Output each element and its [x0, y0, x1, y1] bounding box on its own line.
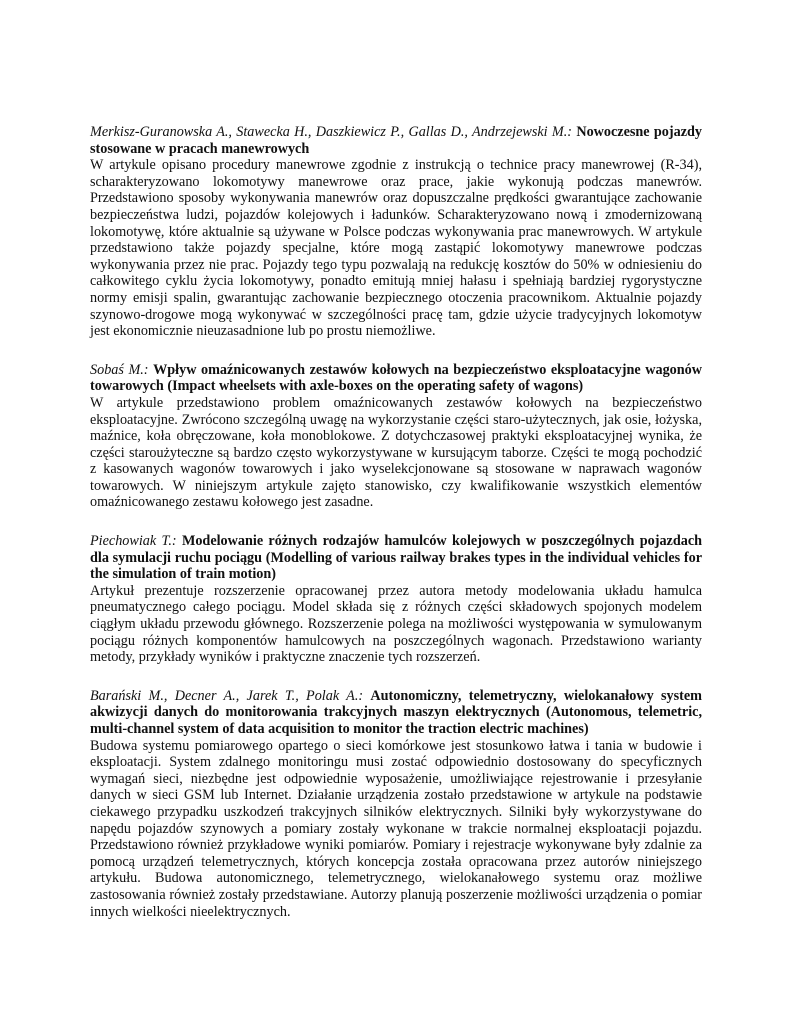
entry-title: Modelowanie różnych rodzajów hamulców kolejowych w poszczególnych pojazdach dla symulacji ruchu pociągu (Modelling of various railway brakes types in the individual vehicles for the simulation of train motion)	[90, 533, 703, 583]
entry-authors: Sobaś M.:	[90, 361, 149, 378]
entry-abstract: W artykule przedstawiono problem omaźnicowanych zestawów kołowych na bezpieczeństwo eksploatacyjne. Zwrócono szczególną uwagę na wykorzystanie części staro-użytecznych, jak osie, łożyska, maźnice, koła obręczowane, koła monoblokowe. Z dotychczasowej praktyki eksploatacyjnej wynika, że części staroużyteczne są bardzo często wykorzystywane w kursującym taborze. Części te mogą pochodzić z kasowanych wagonów towarowych i jako wyselekcjonowane są stosowane w naprawach wagonów towarowych. W niniejszym artykule zajęto stanowisko, czy kwalifikowanie wszystkich elementów omaźnicowanego zestawu kołowego jest zasadne.	[90, 394, 702, 511]
entry-authors: Piechowiak T.:	[90, 533, 177, 550]
entry-title: Autonomiczny, telemetryczny, wielokanałowy system akwizycji danych do monitorowania trakcyjnych maszyn elektrycznych (Autonomous, telemetric, multi-channel system of data acquisition to monitor the traction electric machines)	[90, 687, 702, 737]
entry-abstract: Budowa systemu pomiarowego opartego o sieci komórkowe jest stosunkowo łatwa i tania w budowie i eksploatacji. System zdalnego monitoringu musi zostać odpowiednio dostosowany do specyficznych wymagań sieci, niezbędne jest odpowiednie wyposażenie, umożliwiające rejestrowanie i przesyłanie danych w sieci GSM lub Internet. Działanie urządzenia zostało przedstawione w artykule na podstawie ciekawego przypadku uszkodzeń trakcyjnych silników elektrycznych. Silniki były wykorzystywane do napędu pojazdów szynowych a pomiary zostały wykonane w trakcie normalnej eksploatacji pojazdu. Przedstawiono również przykładowe wyniki pomiarów. Pomiary i rejestracje wykonywane były zdalnie za pomocą urządzeń telemetrycznych, których koncepcja została opracowana przez autorów niniejszego artykułu. Budowa autonomicznego, telemetrycznego, wielokanałowego systemu oraz możliwe zastosowania również zostały przedstawiane. Autorzy planują poszerzenie możliwości urządzenia o pomiar innych wielkości nieelektrycznych.	[90, 737, 702, 920]
entry-authors: Merkisz-Guranowska A., Stawecka H., Daszkiewicz P., Gallas D., Andrzejewski M.:	[90, 124, 573, 140]
entry-abstract: Artykuł prezentuje rozszerzenie opracowanej przez autora metody modelowania układu hamulca pneumatycznego całego pociągu. Model składa się z różnych części składowych spojonych modelem ciągłym układu przewodu głównego. Rozszerzenie polega na możliwości występowania w symulowanym pociągu różnych komponentów hamulcowych na poszczególnych wagonach. Przedstawiono warianty metody, przykłady wyników i praktyczne znaczenie tych rozszerzeń.	[90, 582, 702, 666]
abstract-entry	[90, 533, 702, 666]
entry-title: Nowoczesne pojazdy stosowane w pracach manewrowych	[90, 124, 702, 157]
abstract-entry	[90, 688, 702, 920]
entry-title: Wpływ omaźnicowanych zestawów kołowych na bezpieczeństwo eksploatacyjne wagonów towarowych (Impact wheelsets with axle-boxes on the operating safety of wagons)	[90, 361, 702, 395]
abstract-entry	[90, 362, 702, 511]
entry-authors: Barański M., Decner A., Jarek T., Polak A.:	[90, 687, 364, 704]
entry-heading	[90, 688, 702, 738]
document-page	[90, 124, 702, 942]
entry-heading	[90, 124, 702, 157]
entry-heading	[90, 362, 702, 395]
entry-heading	[90, 533, 702, 583]
entry-abstract: W artykule opisano procedury manewrowe zgodnie z instrukcją o technice pracy manewrowej (R-34), scharakteryzowano lokomotywy manewrowe oraz prace, jakie wykonują podczas manewrów. Przedstawiono sposoby wykonywania manewrów oraz dopuszczalne prędkości gwarantujące zachowanie bezpieczeństwa ludzi, pojazdów kolejowych i ładunków. Scharakteryzowano nową i zmodernizowaną lokomotywę, które aktualnie są używane w Polsce podczas wykonywania prac manewrowych. W artykule przedstawiono także pojazdy specjalne, które mogą zastąpić lokomotywy manewrowe podczas wykonywania przez nie prac. Pojazdy tego typu pozwalają na redukcję kosztów do 50% w odniesieniu do całkowitego cyklu życia lokomotywy, ponadto emitują mniej hałasu i spełniają bardziej rygorystyczne normy emisji spalin, gwarantując zachowanie bezpiecznego otoczenia pracownikom. Aktualnie pojazdy szynowo-drogowe mogą wykonywać w szczególności pracę tam, gdzie użycie tradycyjnych lokomotyw jest ekonomicznie nieuzasadnione lub po prostu niemożliwe.	[90, 157, 702, 340]
abstract-entry	[90, 124, 702, 340]
